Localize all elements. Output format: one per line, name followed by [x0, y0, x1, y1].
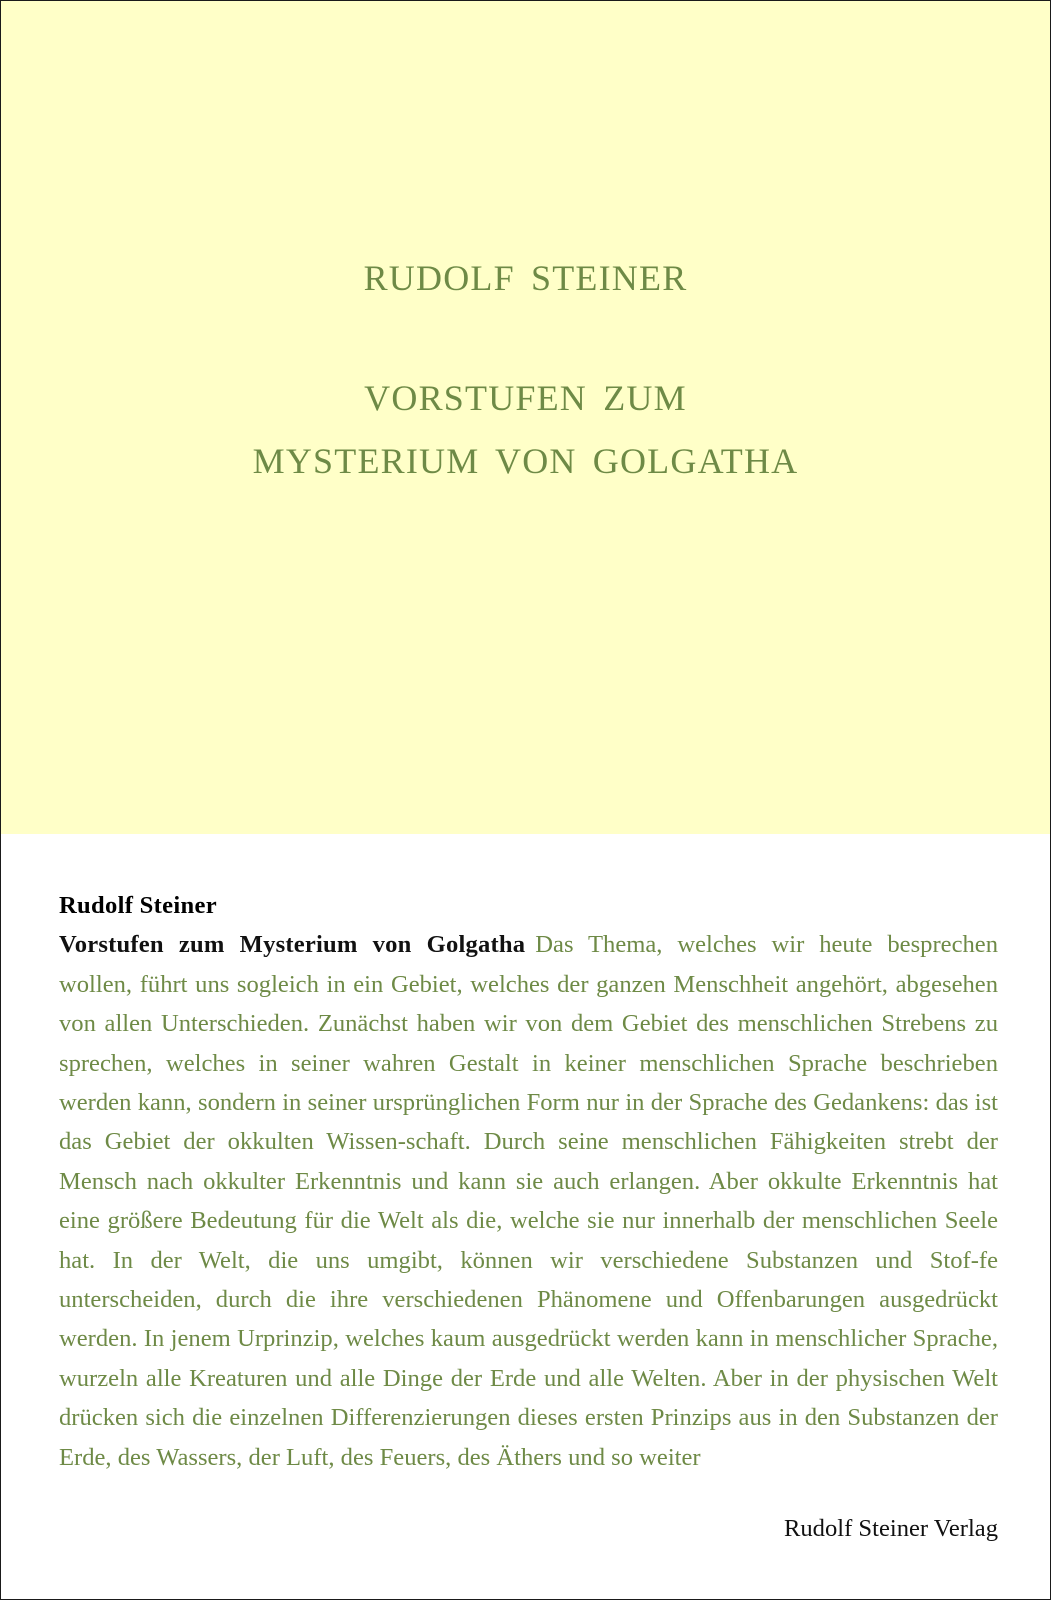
cover-title [1, 367, 1050, 493]
blurb-author: Rudolf Steiner [59, 892, 217, 919]
blurb-text-block [59, 925, 998, 1477]
cover-title-panel [1, 1, 1050, 834]
blurb-text: Das Thema, welches wir heute besprechen wollen, führt uns sogleich in ein Gebiet, welches der ganzen Menschheit angehört, abgesehen von allen Unterschieden. Zunächst haben wir von dem Gebiet des menschlichen Strebens zu sprechen, welches in seiner wahren Gestalt in keiner menschlichen Sprache beschrieben werden kann, sondern in seiner ursprünglichen Form nur in der Sprache des Gedankens: das ist das Gebiet der okkulten Wissen-schaft. Durch seine menschlichen Fähigkeiten strebt der Mensch nach okkulter Erkenntnis und kann sie auch erlangen. Aber okkulte Erkenntnis hat eine größere Bedeutung für die Welt als die, welche sie nur innerhalb der menschlichen Seele hat. In der Welt, die uns umgibt, können wir verschiedene Substanzen und Stof-fe unterscheiden, durch die ihre verschiedenen Phänomene und Offenbarungen ausgedrückt werden. In jenem Urprinzip, welches kaum ausgedrückt werden kann in menschlicher Sprache, wurzeln alle Kreaturen und alle Dinge der Erde und alle Welten. Aber in der physischen Welt drücken sich die einzelnen Differenzierungen dieses ersten Prinzips aus in den Substanzen der Erde, des Wassers, der Luft, des Feuers, des Äthers und so weiter [59, 931, 998, 1471]
cover-title-line-2: MYSTERIUM VON GOLGATHA [252, 441, 799, 481]
publisher-name: Rudolf Steiner Verlag [783, 1515, 998, 1542]
cover-title-line-1: VORSTUFEN ZUM [364, 378, 687, 418]
blurb-section [59, 886, 998, 1477]
blurb-title: Vorstufen zum Mysterium von Golgatha [59, 931, 526, 959]
cover-author: RUDOLF STEINER [363, 258, 688, 298]
